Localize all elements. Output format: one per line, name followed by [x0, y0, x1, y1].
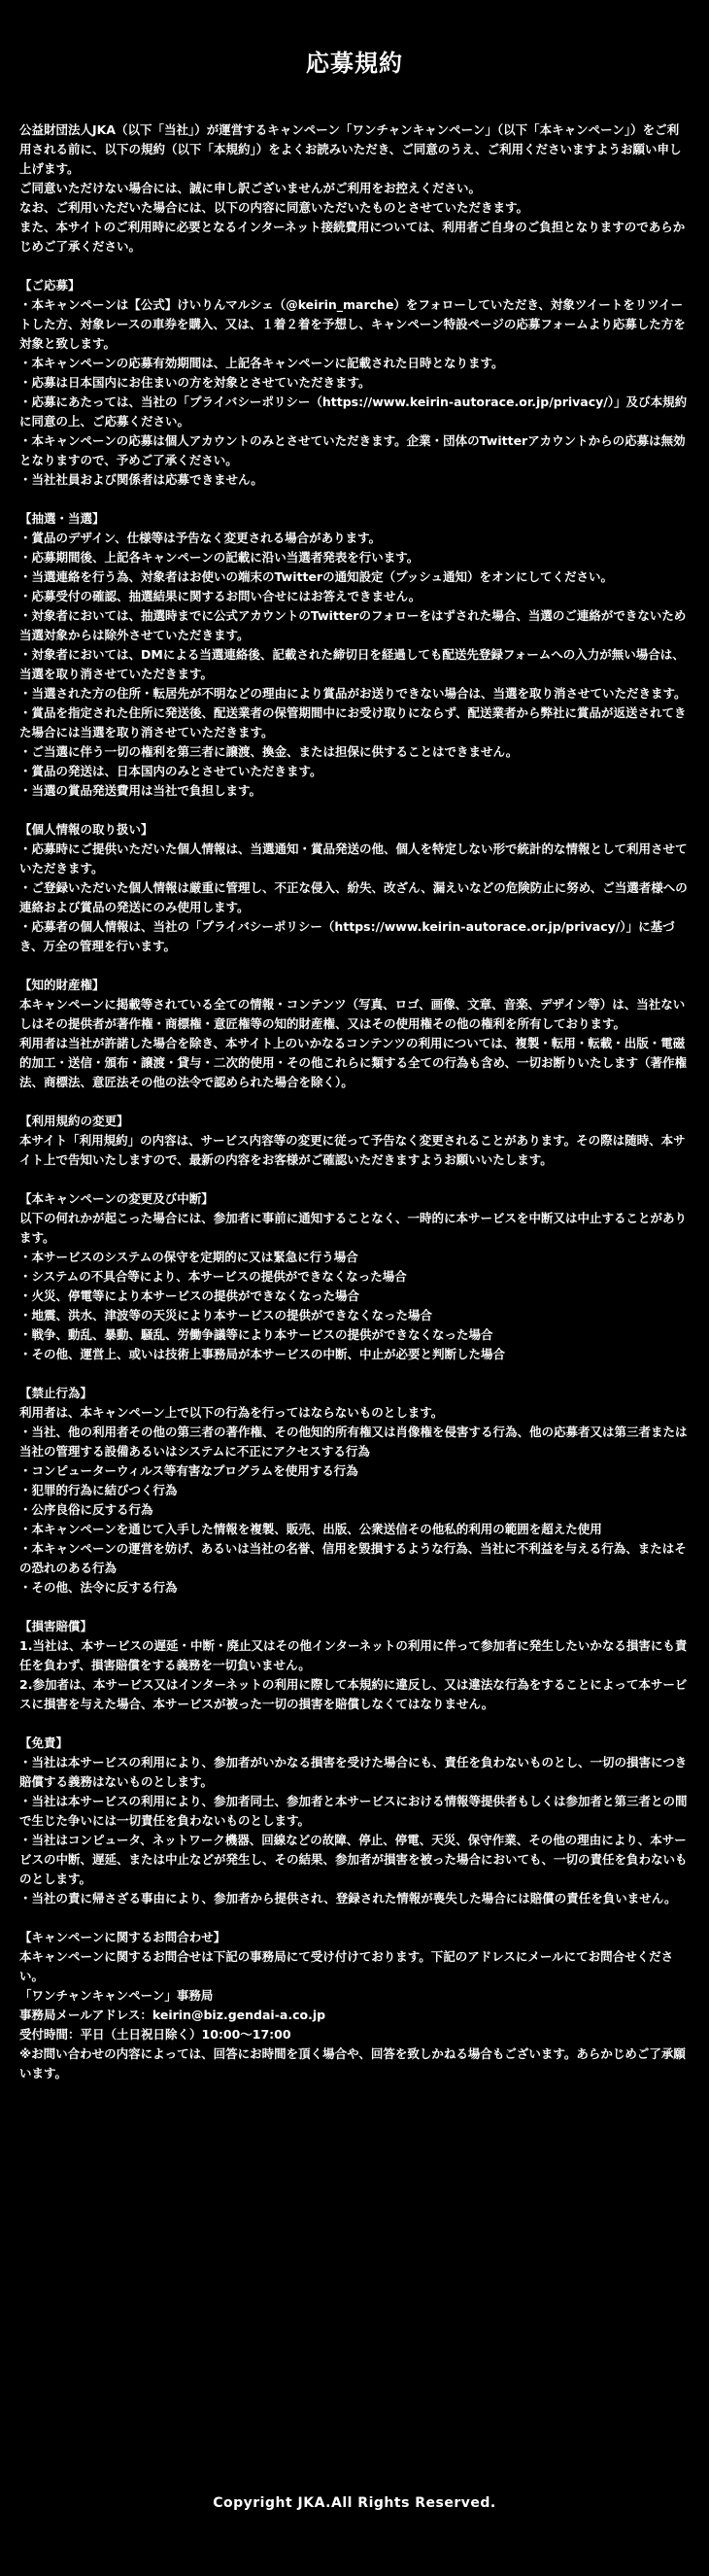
section-line: ・応募にあたっては、当社の「プライバシーポリシー（https://www.keirin-autorace.or.jp/privacy/）」及び本規約に同意の上、ご応募ください。 [19, 395, 688, 429]
section-line: ・応募者の個人情報は、当社の「プライバシーポリシー（https://www.keirin-autorace.or.jp/privacy/）」に基づき、万全の管理を行います。 [19, 919, 675, 953]
section-line: ・応募期間後、上記各キャンペーンの記載に沿い当選者発表を行います。 [19, 550, 420, 565]
section-contact [19, 1928, 690, 2083]
section-damages [19, 1617, 690, 1714]
section-heading: 【ご応募】 [19, 278, 81, 292]
section-line: 本キャンペーンに関するお問合せは下記の事務局にて受け付けております。下記のアドレスにメールにてお問合せください。 [19, 1949, 674, 1983]
intro-paragraph: ご同意いただけない場合には、誠に申し訳ございませんがご利用をお控えください。 [19, 181, 482, 195]
section-line: ・本キャンペーンの運営を妨げ、あるいは当社の名誉、信用を毀損するような行為、当社に不利益を与える行為、またはその恐れのある行為 [19, 1541, 687, 1575]
section-heading: 【本キャンペーンの変更及び中断】 [19, 1191, 214, 1206]
section-heading: 【利用規約の変更】 [19, 1114, 129, 1128]
section-line: 以下の何れかが起こった場合には、参加者に事前に通知することなく、一時的に本サービスを中断又は中止することがあります。 [19, 1211, 688, 1245]
intro-paragraph: なお、ご利用いただいた場合には、以下の内容に同意いただいたものとさせていただきます。 [19, 200, 529, 215]
intro-paragraph: 公益財団法人JKA（以下「当社」）が運営するキャンペーン「ワンチャンキャンペーン」（以下「本キャンペーン」）をご利用される前に、以下の規約（以下「本規約」）をよくお読みいただき、ご同意のうえ、ご利用くださいますようお願い申し上げます。 [19, 122, 682, 176]
section-prohibited [19, 1384, 690, 1597]
section-line: ・当社はコンピュータ、ネットワーク機器、回線などの故障、停止、停電、天災、保守作業、その他の理由により、本サービスの中断、遅延、または中止などが発生し、その結果、参加者が損害を被った場合においても、一切の責任を負わないものとします。 [19, 1833, 688, 1886]
section-entry [19, 276, 690, 490]
section-privacy [19, 820, 690, 956]
section-line: ・当社は本サービスの利用により、参加者がいかなる損害を受けた場合にも、責任を負わないものとし、一切の損害につき賠償する義務はないものとします。 [19, 1755, 688, 1789]
section-line: ・公序良俗に反する行為 [19, 1502, 153, 1517]
section-line: ・賞品の発送は、日本国内のみとさせていただきます。 [19, 764, 322, 778]
section-heading: 【免責】 [19, 1735, 69, 1750]
section-heading: 【キャンペーンに関するお問合わせ】 [19, 1930, 226, 1944]
section-line: ・当社、他の利用者その他の第三者の著作権、その他知的所有権又は肖像権を侵害する行為、他の応募者又は第三者または当社の管理する設備あるいはシステムに不正にアクセスする行為 [19, 1425, 688, 1459]
section-line: ・本キャンペーンの応募は個人アカウントのみとさせていただきます。企業・団体のTwitterアカウントからの応募は無効となりますので、予めご了承ください。 [19, 433, 686, 467]
section-line: ・当社の責に帰さざる事由により、参加者から提供され、登録された情報が喪失した場合には賠償の責任を負いません。 [19, 1891, 677, 1906]
section-line: ・本キャンペーンの応募有効期間は、上記各キャンペーンに記載された日時となります。 [19, 356, 504, 370]
section-line: 本サイト「利用規約」の内容は、サービス内容等の変更に従って予告なく変更されることがあります。その際は随時、本サイト上で告知いたしますので、最新の内容をお客様がご確認いただきますようお願いいたします。 [19, 1133, 686, 1167]
section-line: ・応募受付の確認、抽選結果に関するお問い合せにはお答えできません。 [19, 589, 422, 603]
section-heading: 【個人情報の取り扱い】 [19, 822, 153, 837]
section-line: ・コンピューターウィルス等有害なプログラムを使用する行為 [19, 1463, 358, 1478]
section-line: ・当社社員および関係者は応募できません。 [19, 472, 263, 487]
section-lottery [19, 509, 690, 801]
section-line: ・犯罪的行為に結びつく行為 [19, 1483, 178, 1497]
section-line: ・本キャンペーンを通じて入手した情報を複製、販売、出版、公衆送信その他私的利用の範囲を超えた使用 [19, 1522, 602, 1536]
section-line: 利用者は当社が許諾した場合を除き、本サイト上のいかなるコンテンツの利用については、複製・転用・転載・出版・電磁的加工・送信・頒布・譲渡・貸与・二次的使用・その他これらに類する全ての行為も含め、一切お断りいたします（著作権法、商標法、意匠法その他の法令で認められた場合を除く）。 [19, 1036, 688, 1089]
section-line: 「ワンチャンキャンペーン」事務局 [19, 1988, 214, 2003]
section-line: ・当選連絡を行う為、対象者はお使いの端末のTwitterの通知設定（プッシュ通知）をオンにしてください。 [19, 569, 613, 584]
section-disclaimer [19, 1734, 690, 1908]
section-line: ・火災、停電等により本サービスの提供ができなくなった場合 [19, 1288, 360, 1303]
section-heading: 【知的財産権】 [19, 978, 105, 992]
section-line: ・戦争、動乱、暴動、騒乱、労働争議等により本サービスの提供ができなくなった場合 [19, 1327, 493, 1342]
section-line: ・システムの不具合等により、本サービスの提供ができなくなった場合 [19, 1269, 407, 1284]
section-line: 2.参加者は、本サービス又はインターネットの利用に際して本規約に違反し、又は違法な行為をすることによって本サービスに損害を与えた場合、本サービスが被った一切の損害を賠償しなくてはなりません。 [19, 1677, 688, 1711]
section-line: ・その他、運営上、或いは技術上事務局が本サービスの中断、中止が必要と判断した場合 [19, 1347, 506, 1361]
intro-paragraph: また、本サイトのご利用時に必要となるインターネット接続費用については、利用者ご自身のご負担となりますのであらかじめご了承ください。 [19, 220, 686, 254]
section-line: 本キャンペーンに掲載等されている全ての情報・コンテンツ（写真、ロゴ、画像、文章、音楽、デザイン等）は、当社ないしはその提供者が著作権・商標権・意匠権等の知的財産権、又はその使用権その他の権利を所有しております。 [19, 997, 686, 1031]
section-heading: 【損害賠償】 [19, 1619, 93, 1633]
section-heading: 【禁止行為】 [19, 1386, 93, 1400]
section-suspension [19, 1189, 690, 1364]
section-line: ・本キャンペーンは【公式】けいりんマルシェ（@keirin_marche）をフォローしていただき、対象ツイートをリツイートした方、対象レースの車券を購入、又は、１着２着を予想し、キャンペーン特設ページの応募フォームより応募した方を対象と致します。 [19, 297, 686, 351]
section-line: ・賞品のデザイン、仕様等は予告なく変更される場合があります。 [19, 531, 382, 545]
section-line: ・当選された方の住所・転居先が不明などの理由により賞品がお送りできない場合は、当選を取り消させていただきます。 [19, 686, 687, 701]
section-line: ・ご当選に伴う一切の権利を第三者に譲渡、換金、または担保に供することはできません。 [19, 744, 519, 759]
intro-block [19, 120, 690, 257]
section-line: ・地震、洪水、津波等の天災により本サービスの提供ができなくなった場合 [19, 1308, 433, 1322]
page-title: 応募規約 [306, 50, 403, 77]
section-line: ・その他、法令に反する行為 [19, 1580, 178, 1595]
section-line: 利用者は、本キャンペーン上で以下の行為を行ってはならないものとします。 [19, 1405, 444, 1420]
section-intellectual-property [19, 976, 690, 1092]
section-line: ・ご登録いただいた個人情報は厳重に管理し、不正な侵入、紛失、改ざん、漏えいなどの危険防止に努め、ご当選者様への連絡および賞品の発送にのみ使用します。 [19, 880, 688, 914]
section-line: ・応募は日本国内にお住まいの方を対象とさせていただきます。 [19, 375, 371, 390]
section-line: ・当選の賞品発送費用は当社で負担します。 [19, 783, 262, 798]
section-line: 受付時間：平日（土日祝日除く）10:00～17:00 [19, 2027, 291, 2042]
section-terms-change [19, 1112, 690, 1170]
section-line: ※お問い合わせの内容によっては、回答にお時間を頂く場合や、回答を致しかねる場合もございます。あらかじめご了承願います。 [19, 2046, 686, 2080]
terms-content [19, 120, 690, 2083]
section-line: ・対象者においては、抽選時までに公式アカウントのTwitterのフォローをはずされた場合、当選のご連絡ができないため当選対象からは除外させていただきます。 [19, 608, 687, 642]
section-line: ・本サービスのシステムの保守を定期的に又は緊急に行う場合 [19, 1250, 358, 1264]
section-line: 1.当社は、本サービスの遅延・中断・廃止又はその他インターネットの利用に伴って参加者に発生したいかなる損害にも責任を負わず、損害賠償をする義務を一切負いません。 [19, 1638, 688, 1672]
section-line: ・応募時にご提供いただいた個人情報は、当選通知・賞品発送の他、個人を特定しない形で統計的な情報として利用させていただきます。 [19, 841, 688, 876]
section-line: ・賞品を指定された住所に発送後、配送業者の保管期間中にお受け取りにならず、配送業者から弊社に賞品が返送されてきた場合には当選を取り消させていただきます。 [19, 705, 687, 739]
copyright-footer: Copyright JKA.All Rights Reserved. [213, 2495, 496, 2511]
contact-email: 事務局メールアドレス：keirin@biz.gendai-a.co.jp [19, 2008, 326, 2022]
section-heading: 【抽選・当選】 [19, 511, 105, 526]
section-line: ・対象者においては、DMによる当選連絡後、記載された締切日を経過しても配送先登録フォームへの入力が無い場合は、当選を取り消させていただきます。 [19, 647, 685, 681]
section-line: ・当社は本サービスの利用により、参加者同士、参加者と本サービスにおける情報等提供者もしくは参加者と第三者との間で生じた争いには一切責任を負わないものとします。 [19, 1794, 688, 1828]
